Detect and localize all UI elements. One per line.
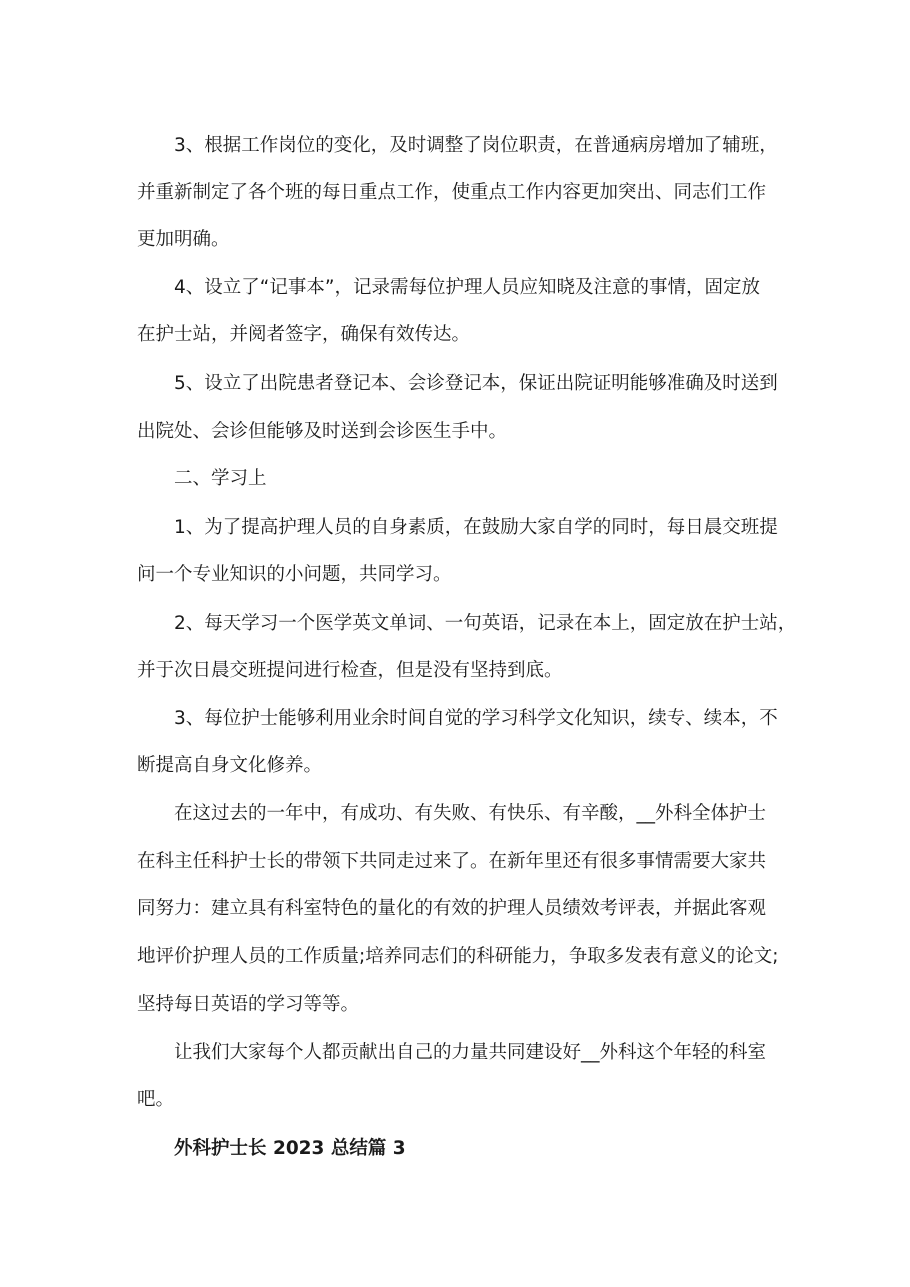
text-line: 让我们大家每个人都贡献出自己的力量共同建设好__外科这个年轻的科室 — [174, 1042, 767, 1063]
text-line: 地评价护理人员的工作质量;培养同志们的科研能力，争取多发表有意义的论文; — [137, 946, 779, 967]
text-line: 2、每天学习一个医学英文单词、一句英语，记录在本上，固定放在护士站， — [174, 613, 797, 634]
text-line: 并于次日晨交班提问进行检查，但是没有坚持到底。 — [137, 660, 563, 681]
text-line: 并重新制定了各个班的每日重点工作，使重点工作内容更加突出、同志们工作 — [137, 182, 767, 203]
text-line: 3、每位护士能够利用业余时间自觉的学习科学文化知识，续专、续本，不 — [174, 708, 778, 729]
text-line: 坚持每日英语的学习等等。 — [137, 994, 360, 1015]
text-line: 3、根据工作岗位的变化，及时调整了岗位职责，在普通病房增加了辅班， — [174, 135, 778, 156]
section-subheading: 二、学习上 — [174, 468, 267, 489]
text-line: 1、为了提高护理人员的自身素质，在鼓励大家自学的同时，每日晨交班提 — [174, 517, 778, 538]
text-line: 4、设立了“记事本”，记录需每位护理人员应知晓及注意的事情，固定放 — [174, 277, 760, 298]
text-line: 在护士站，并阅者签字，确保有效传达。 — [137, 324, 471, 345]
text-line: 更加明确。 — [137, 229, 230, 250]
text-line: 吧。 — [137, 1089, 175, 1110]
text-line: 在这过去的一年中，有成功、有失败、有快乐、有辛酸，__外科全体护士 — [174, 803, 767, 824]
section-heading: 外科护士长 2023 总结篇 3 — [174, 1138, 406, 1159]
text-line: 出院处、会诊但能够及时送到会诊医生手中。 — [137, 421, 508, 442]
text-line: 5、设立了出院患者登记本、会诊登记本，保证出院证明能够准确及时送到 — [174, 373, 778, 394]
text-line: 同努力：建立具有科室特色的量化的有效的护理人员绩效考评表，并据此客观 — [137, 898, 767, 919]
text-line: 问一个专业知识的小问题，共同学习。 — [137, 564, 452, 585]
text-line: 断提高自身文化修养。 — [137, 755, 323, 776]
text-line: 在科主任科护士长的带领下共同走过来了。在新年里还有很多事情需要大家共 — [137, 851, 767, 872]
